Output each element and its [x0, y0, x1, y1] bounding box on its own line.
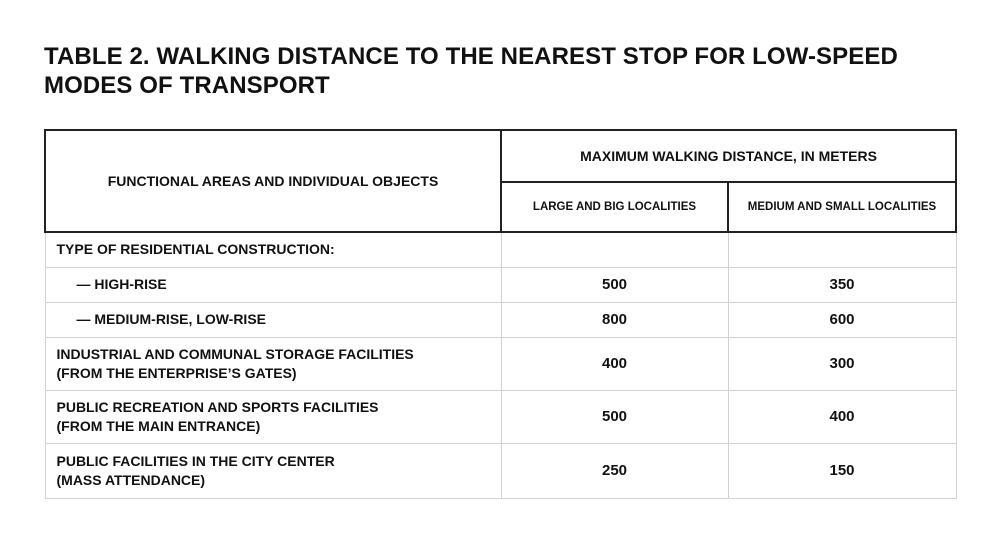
- cell-large: 800: [501, 302, 728, 337]
- cell-medium: 400: [728, 390, 956, 443]
- cell-medium: [728, 232, 956, 267]
- row-label: — MEDIUM-RISE, LOW-RISE: [45, 302, 501, 337]
- header-large-localities: LARGE AND BIG LOCALITIES: [501, 182, 728, 233]
- row-label-line1: INDUSTRIAL AND COMMUNAL STORAGE FACILITIES: [56, 345, 414, 362]
- table-row: [45, 337, 956, 390]
- row-label: [45, 390, 501, 443]
- row-label: — HIGH-RISE: [45, 267, 501, 302]
- header-functional-areas: FUNCTIONAL AREAS AND INDIVIDUAL OBJECTS: [45, 130, 501, 232]
- cell-large: 500: [501, 390, 728, 443]
- cell-medium: 600: [728, 302, 956, 337]
- cell-medium: 350: [728, 267, 956, 302]
- cell-large: 250: [501, 443, 728, 498]
- table-row: [45, 232, 956, 267]
- table-row: [45, 390, 956, 443]
- cell-medium: 150: [728, 443, 956, 498]
- row-label-line2: (FROM THE ENTERPRISE’S GATES): [56, 364, 297, 381]
- cell-large: 500: [501, 267, 728, 302]
- row-label-line2: (FROM THE MAIN ENTRANCE): [56, 417, 261, 434]
- cell-medium: 300: [728, 337, 956, 390]
- cell-large: 400: [501, 337, 728, 390]
- walking-distance-table: [44, 129, 957, 499]
- table-title: TABLE 2. WALKING DISTANCE TO THE NEAREST STOP FOR LOW-SPEED MODES OF TRANSPORT: [44, 43, 898, 99]
- header-row: [45, 130, 956, 182]
- header-medium-localities: MEDIUM AND SMALL LOCALITIES: [728, 182, 956, 233]
- table-row: [45, 302, 956, 337]
- row-label: TYPE OF RESIDENTIAL CONSTRUCTION:: [45, 232, 501, 267]
- header-max-walking-distance: MAXIMUM WALKING DISTANCE, IN METERS: [501, 130, 956, 182]
- cell-large: [501, 232, 728, 267]
- row-label: [45, 337, 501, 390]
- row-label-line1: PUBLIC RECREATION AND SPORTS FACILITIES: [56, 398, 379, 415]
- table-row: [45, 267, 956, 302]
- row-label-line1: PUBLIC FACILITIES IN THE CITY CENTER: [56, 452, 335, 469]
- row-label: [45, 443, 501, 498]
- row-label-line2: (MASS ATTENDANCE): [56, 471, 206, 488]
- table-row: [45, 443, 956, 498]
